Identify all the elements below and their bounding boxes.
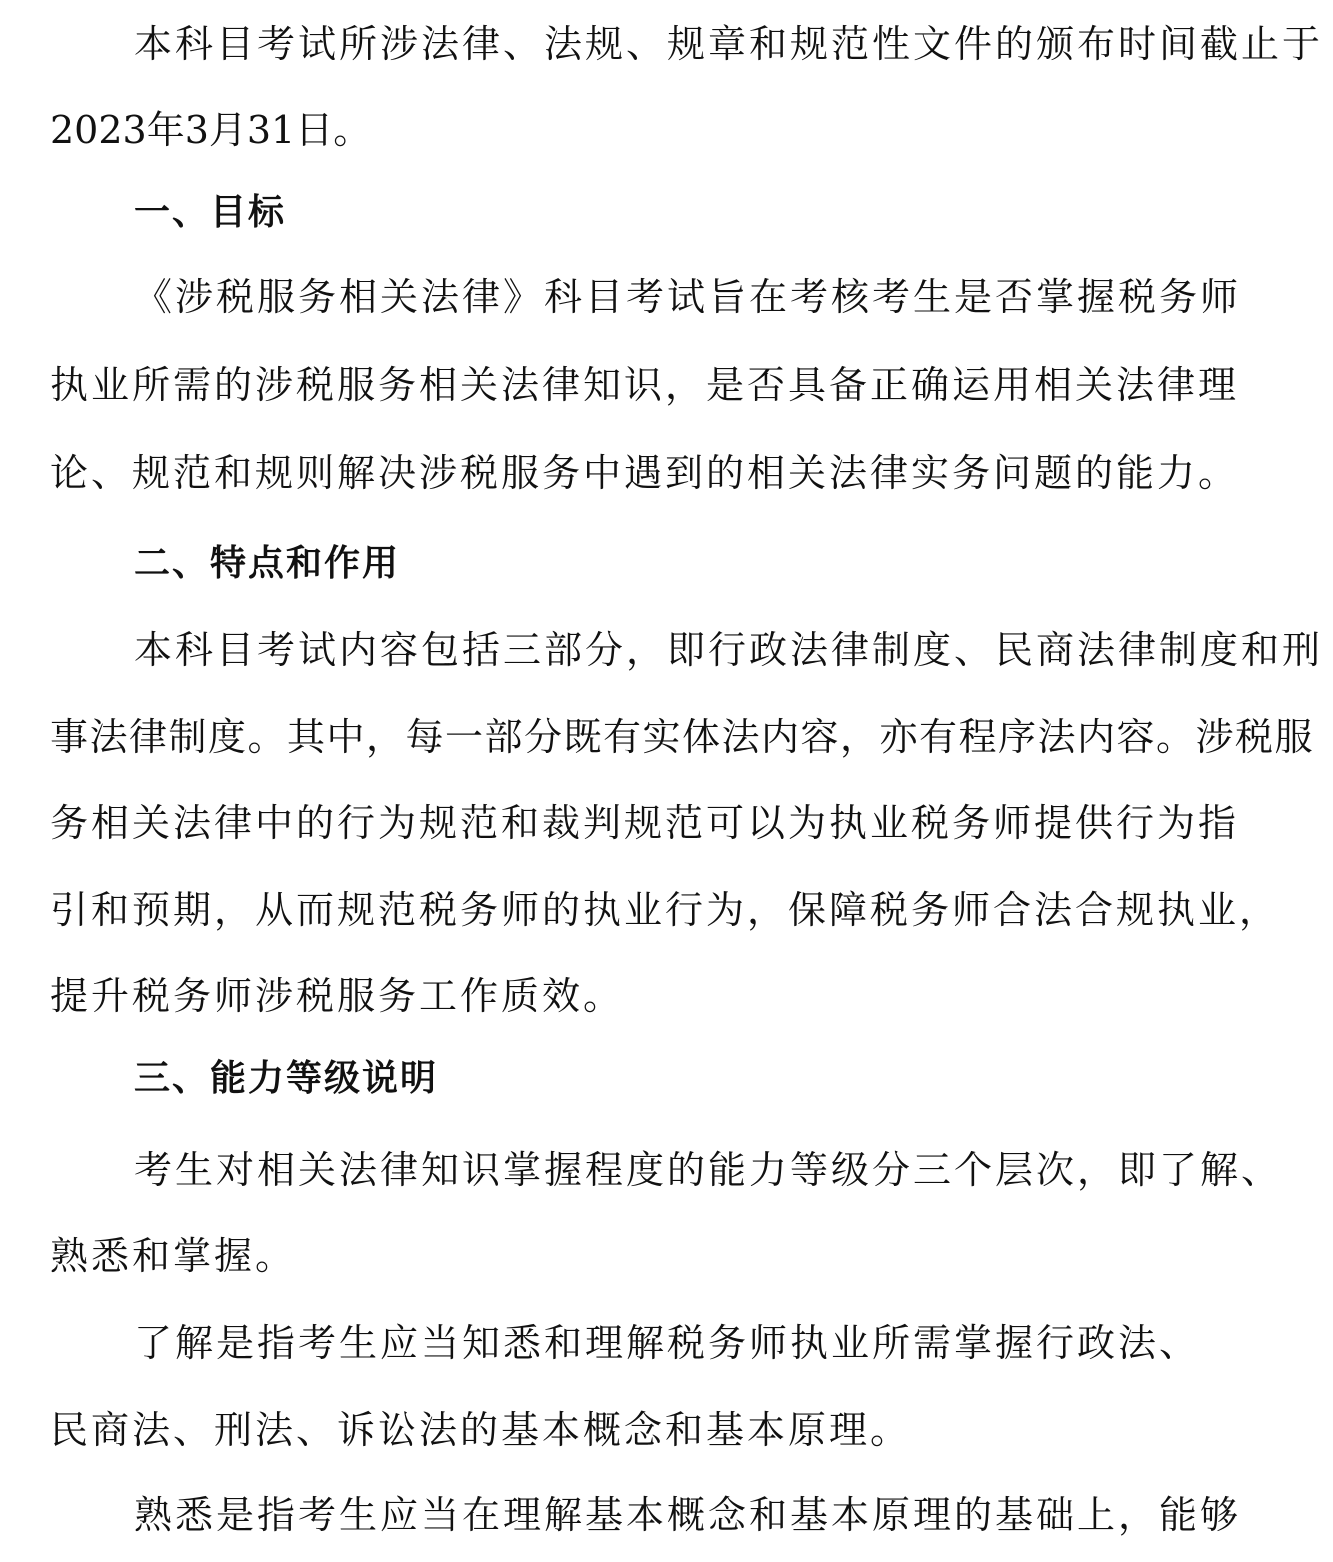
section-heading-ability-levels: 三、能力等级说明 bbox=[134, 1058, 439, 1099]
section2-line-1: 本科目考试内容包括三部分，即行政法律制度、民商法律制度和刑 bbox=[134, 628, 1324, 672]
section-heading-goal: 一、目标 bbox=[134, 192, 287, 233]
section3-p1-line-2: 熟悉和掌握。 bbox=[50, 1234, 297, 1278]
intro-line-2: 2023年3月31日。 bbox=[50, 108, 372, 152]
section3-p1-line-1: 考生对相关法律知识掌握程度的能力等级分三个层次，即了解、 bbox=[134, 1148, 1283, 1192]
section-heading-features: 二、特点和作用 bbox=[134, 543, 401, 584]
section1-line-2: 执业所需的涉税服务相关法律知识，是否具备正确运用相关法律理 bbox=[50, 363, 1240, 407]
section1-line-3: 论、规范和规则解决涉税服务中遇到的相关法律实务问题的能力。 bbox=[50, 451, 1240, 495]
intro-line-1: 本科目考试所涉法律、法规、规章和规范性文件的颁布时间截止于 bbox=[134, 22, 1324, 66]
section2-line-4: 引和预期，从而规范税务师的执业行为，保障税务师合法合规执业， bbox=[50, 888, 1281, 932]
section2-line-2: 事法律制度。其中，每一部分既有实体法内容，亦有程序法内容。涉税服 bbox=[50, 715, 1315, 759]
section2-line-3: 务相关法律中的行为规范和裁判规范可以为执业税务师提供行为指 bbox=[50, 801, 1240, 845]
section3-p2-line-2: 民商法、刑法、诉讼法的基本概念和基本原理。 bbox=[50, 1408, 912, 1452]
section2-line-5: 提升税务师涉税服务工作质效。 bbox=[50, 974, 625, 1018]
section3-p2-line-1: 了解是指考生应当知悉和理解税务师执业所需掌握行政法、 bbox=[134, 1321, 1201, 1365]
section1-line-1: 《涉税服务相关法律》科目考试旨在考核考生是否掌握税务师 bbox=[134, 275, 1242, 319]
section3-p3-line-1: 熟悉是指考生应当在理解基本概念和基本原理的基础上，能够 bbox=[134, 1493, 1242, 1537]
